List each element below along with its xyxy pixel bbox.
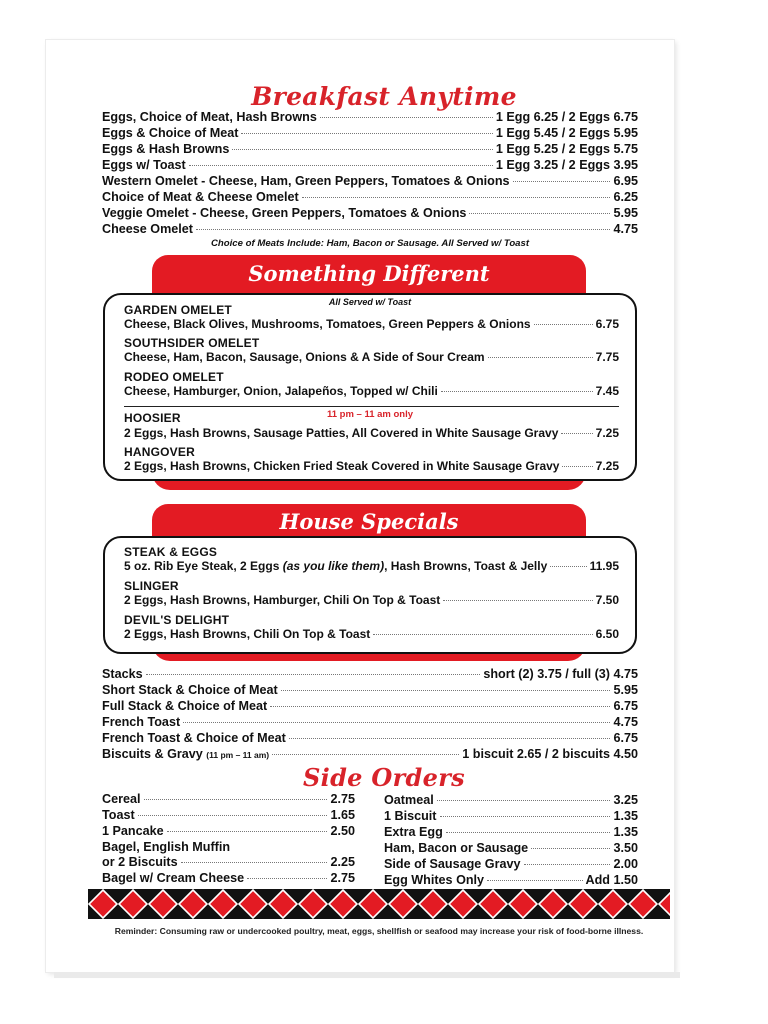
leader-dots: [138, 815, 328, 816]
menu-item: [102, 174, 638, 188]
menu-item: [124, 593, 619, 607]
diamond-shape: [119, 890, 147, 918]
item-price: short (2) 3.75 / full (3) 4.75: [483, 667, 638, 681]
leader-dots: [446, 832, 611, 833]
leader-dots: [534, 324, 593, 325]
item-price: 6.50: [595, 627, 619, 641]
item-price: 1.35: [613, 809, 638, 823]
menu-item: [102, 855, 355, 869]
leader-dots: [183, 722, 610, 723]
menu-item: [102, 699, 638, 713]
item-name: Eggs & Hash Browns: [102, 142, 230, 156]
leader-dots: [441, 391, 593, 392]
desc-emphasis: (as you like them): [282, 559, 385, 573]
menu-item: [102, 142, 638, 156]
item-name: French Toast: [102, 715, 181, 729]
item-price: 6.95: [613, 174, 638, 188]
leader-dots: [373, 634, 592, 635]
item-price: 2.50: [330, 824, 355, 838]
breakfast-title: Breakfast Anytime: [251, 82, 517, 111]
leader-dots: [272, 754, 459, 755]
something-different-title: Something Different: [248, 261, 490, 286]
leader-dots: [181, 862, 328, 863]
item-price: 2.25: [330, 855, 355, 869]
item-price: 5.95: [613, 683, 638, 697]
item-price: 1 Egg 3.25 / 2 Eggs 3.95: [495, 158, 638, 172]
item-price: 6.75: [595, 317, 619, 331]
section-divider: [124, 406, 619, 407]
menu-item: [384, 809, 638, 823]
leader-dots: [469, 213, 610, 214]
item-desc: 2 Eggs, Hash Browns, Hamburger, Chili On Top & Toast: [124, 593, 441, 607]
desc-part: , Hash Browns, Toast & Jelly: [384, 559, 548, 573]
item-price: 3.25: [613, 793, 638, 807]
item-price: 11.95: [589, 559, 619, 573]
item-name: Stacks: [102, 667, 143, 681]
menu-item: [102, 158, 638, 172]
item-price: 1.65: [330, 808, 355, 822]
item-name: Cereal: [102, 792, 141, 806]
diamond-shape: [599, 890, 627, 918]
menu-item: [102, 222, 638, 236]
leader-dots: [196, 229, 610, 230]
leader-dots: [302, 197, 611, 198]
menu-item: [102, 715, 638, 729]
leader-dots: [167, 831, 328, 832]
item-name: Choice of Meat & Cheese Omelet: [102, 190, 299, 204]
item-name: Cheese Omelet: [102, 222, 193, 236]
item-price: 5.95: [613, 206, 638, 220]
menu-item: [124, 317, 619, 331]
food-safety-reminder: Reminder: Consuming raw or undercooked poultry, meat, eggs, shellfish or seafood may increase your risk of food-borne illness.: [114, 926, 644, 936]
item-price: 1 Egg 6.25 / 2 Eggs 6.75: [495, 110, 638, 124]
side-orders-title: Side Orders: [303, 763, 465, 792]
item-price: 6.75: [613, 731, 638, 745]
item-heading: STEAK & EGGS: [124, 545, 218, 559]
item-price: 4.75: [613, 222, 638, 236]
item-name: Oatmeal: [384, 793, 434, 807]
item-name: 1 Pancake: [102, 824, 164, 838]
item-name: Western Omelet - Cheese, Ham, Green Peppers, Tomatoes & Onions: [102, 174, 510, 188]
diamond-shape: [539, 890, 567, 918]
item-price: 1 biscuit 2.65 / 2 biscuits 4.50: [462, 747, 638, 761]
leader-dots: [550, 566, 586, 567]
menu-item: [102, 110, 638, 124]
item-price: 4.75: [613, 715, 638, 729]
menu-item: [102, 808, 355, 822]
leader-dots: [241, 133, 492, 134]
menu-item: [124, 350, 619, 364]
item-price: 6.25: [613, 190, 638, 204]
menu-item: [102, 871, 355, 885]
leader-dots: [513, 181, 611, 182]
menu-item: [102, 206, 638, 220]
item-heading: RODEO OMELET: [124, 370, 224, 384]
item-price: 6.75: [613, 699, 638, 713]
served-note: All Served w/ Toast: [328, 297, 412, 307]
item-desc: 2 Eggs, Hash Browns, Chili On Top & Toast: [124, 627, 371, 641]
leader-dots: [561, 433, 592, 434]
menu-item: [384, 857, 638, 871]
item-name: Toast: [102, 808, 135, 822]
item-name: Side of Sausage Gravy: [384, 857, 521, 871]
item-heading: HOOSIER: [124, 411, 181, 425]
item-desc: Cheese, Black Olives, Mushrooms, Tomatoes, Green Peppers & Onions: [124, 317, 531, 331]
diamond-shape: [149, 890, 177, 918]
menu-item: [384, 825, 638, 839]
diamond-shape: [629, 890, 657, 918]
house-specials-title: House Specials: [279, 509, 459, 534]
item-price: 2.75: [330, 792, 355, 806]
item-name: Ham, Bacon or Sausage: [384, 841, 529, 855]
item-name: Extra Egg: [384, 825, 443, 839]
item-desc: 2 Eggs, Hash Browns, Chicken Fried Steak Covered in White Sausage Gravy: [124, 459, 560, 473]
item-name: French Toast & Choice of Meat: [102, 731, 286, 745]
meat-choice-note: Choice of Meats Include: Ham, Bacon or Sausage. All Served w/ Toast: [210, 238, 530, 249]
item-name: [102, 747, 269, 761]
diamond-shape: [359, 890, 387, 918]
diamond-shape: [569, 890, 597, 918]
menu-item: [124, 459, 619, 473]
item-name: Bagel w/ Cream Cheese: [102, 871, 245, 885]
item-desc: [124, 559, 547, 573]
item-name: Eggs, Choice of Meat, Hash Browns: [102, 110, 317, 124]
diamond-shape: [419, 890, 447, 918]
item-price: 2.00: [613, 857, 638, 871]
menu-item: [384, 793, 638, 807]
item-price: 2.75: [330, 871, 355, 885]
diamond-shape: [449, 890, 477, 918]
item-price: 7.50: [595, 593, 619, 607]
item-name: Veggie Omelet - Cheese, Green Peppers, Tomatoes & Onions: [102, 206, 467, 220]
item-name: Egg Whites Only: [384, 873, 485, 887]
diamond-shape: [479, 890, 507, 918]
diamond-shape: [239, 890, 267, 918]
diamond-shape: [659, 890, 670, 918]
hours-sub: (11 pm – 11 am): [206, 750, 270, 760]
leader-dots: [440, 816, 611, 817]
item-heading: GARDEN OMELET: [124, 303, 232, 317]
diamond-shape: [269, 890, 297, 918]
leader-dots: [281, 690, 611, 691]
item-name: Full Stack & Choice of Meat: [102, 699, 268, 713]
leader-dots: [247, 878, 327, 879]
leader-dots: [531, 848, 610, 849]
diamond-shape: [209, 890, 237, 918]
diamond-shape: [299, 890, 327, 918]
diamond-shape: [389, 890, 417, 918]
menu-item: [102, 792, 355, 806]
diamond-shape: [89, 890, 117, 918]
leader-dots: [488, 357, 593, 358]
item-name: 1 Biscuit: [384, 809, 437, 823]
menu-item: [102, 840, 355, 854]
item-desc: 2 Eggs, Hash Browns, Sausage Patties, All Covered in White Sausage Gravy: [124, 426, 559, 440]
item-desc: Cheese, Ham, Bacon, Sausage, Onions & A Side of Sour Cream: [124, 350, 485, 364]
menu-item: [102, 747, 638, 761]
menu-item: [102, 190, 638, 204]
diamond-shape: [329, 890, 357, 918]
item-heading: SLINGER: [124, 579, 179, 593]
menu-item: [102, 126, 638, 140]
item-price: 7.75: [595, 350, 619, 364]
leader-dots: [232, 149, 493, 150]
menu-item: [124, 559, 619, 573]
menu-item: [124, 627, 619, 641]
menu-item: [102, 683, 638, 697]
leader-dots: [144, 799, 328, 800]
leader-dots: [289, 738, 611, 739]
item-name: Bagel, English Muffin: [102, 840, 231, 854]
item-name: or 2 Biscuits: [102, 855, 178, 869]
leader-dots: [270, 706, 610, 707]
item-price: 7.25: [595, 426, 619, 440]
menu-item: [384, 873, 638, 887]
diamond-border-strip: [88, 889, 670, 919]
item-price: 1 Egg 5.25 / 2 Eggs 5.75: [495, 142, 638, 156]
desc-part: 5 oz. Rib Eye Steak, 2 Eggs: [124, 559, 283, 573]
leader-dots: [524, 864, 611, 865]
item-price: 1 Egg 5.45 / 2 Eggs 5.95: [495, 126, 638, 140]
item-name: Short Stack & Choice of Meat: [102, 683, 278, 697]
leader-dots: [437, 800, 611, 801]
diamond-shape: [509, 890, 537, 918]
menu-item: [384, 841, 638, 855]
menu-item: [102, 824, 355, 838]
item-desc: Cheese, Hamburger, Onion, Jalapeños, Topped w/ Chili: [124, 384, 438, 398]
menu-item: [124, 384, 619, 398]
item-heading: DEVIL'S DELIGHT: [124, 613, 230, 627]
diamond-shape: [179, 890, 207, 918]
menu-item: [124, 426, 619, 440]
item-price: 1.35: [613, 825, 638, 839]
item-name-text: Biscuits & Gravy: [102, 747, 203, 761]
item-heading: HANGOVER: [124, 445, 195, 459]
leader-dots: [320, 117, 493, 118]
leader-dots: [146, 674, 481, 675]
hours-note: 11 pm – 11 am only: [326, 409, 414, 420]
item-name: Eggs & Choice of Meat: [102, 126, 239, 140]
leader-dots: [189, 165, 493, 166]
diamond-pattern: [88, 889, 670, 919]
menu-item: [102, 731, 638, 745]
leader-dots: [443, 600, 592, 601]
item-name: Eggs w/ Toast: [102, 158, 186, 172]
item-price: 3.50: [613, 841, 638, 855]
item-heading: SOUTHSIDER OMELET: [124, 336, 260, 350]
item-price: Add 1.50: [585, 873, 638, 887]
menu-item: [102, 667, 638, 681]
leader-dots: [562, 466, 592, 467]
item-price: 7.25: [595, 459, 619, 473]
item-price: 7.45: [595, 384, 619, 398]
leader-dots: [487, 880, 582, 881]
